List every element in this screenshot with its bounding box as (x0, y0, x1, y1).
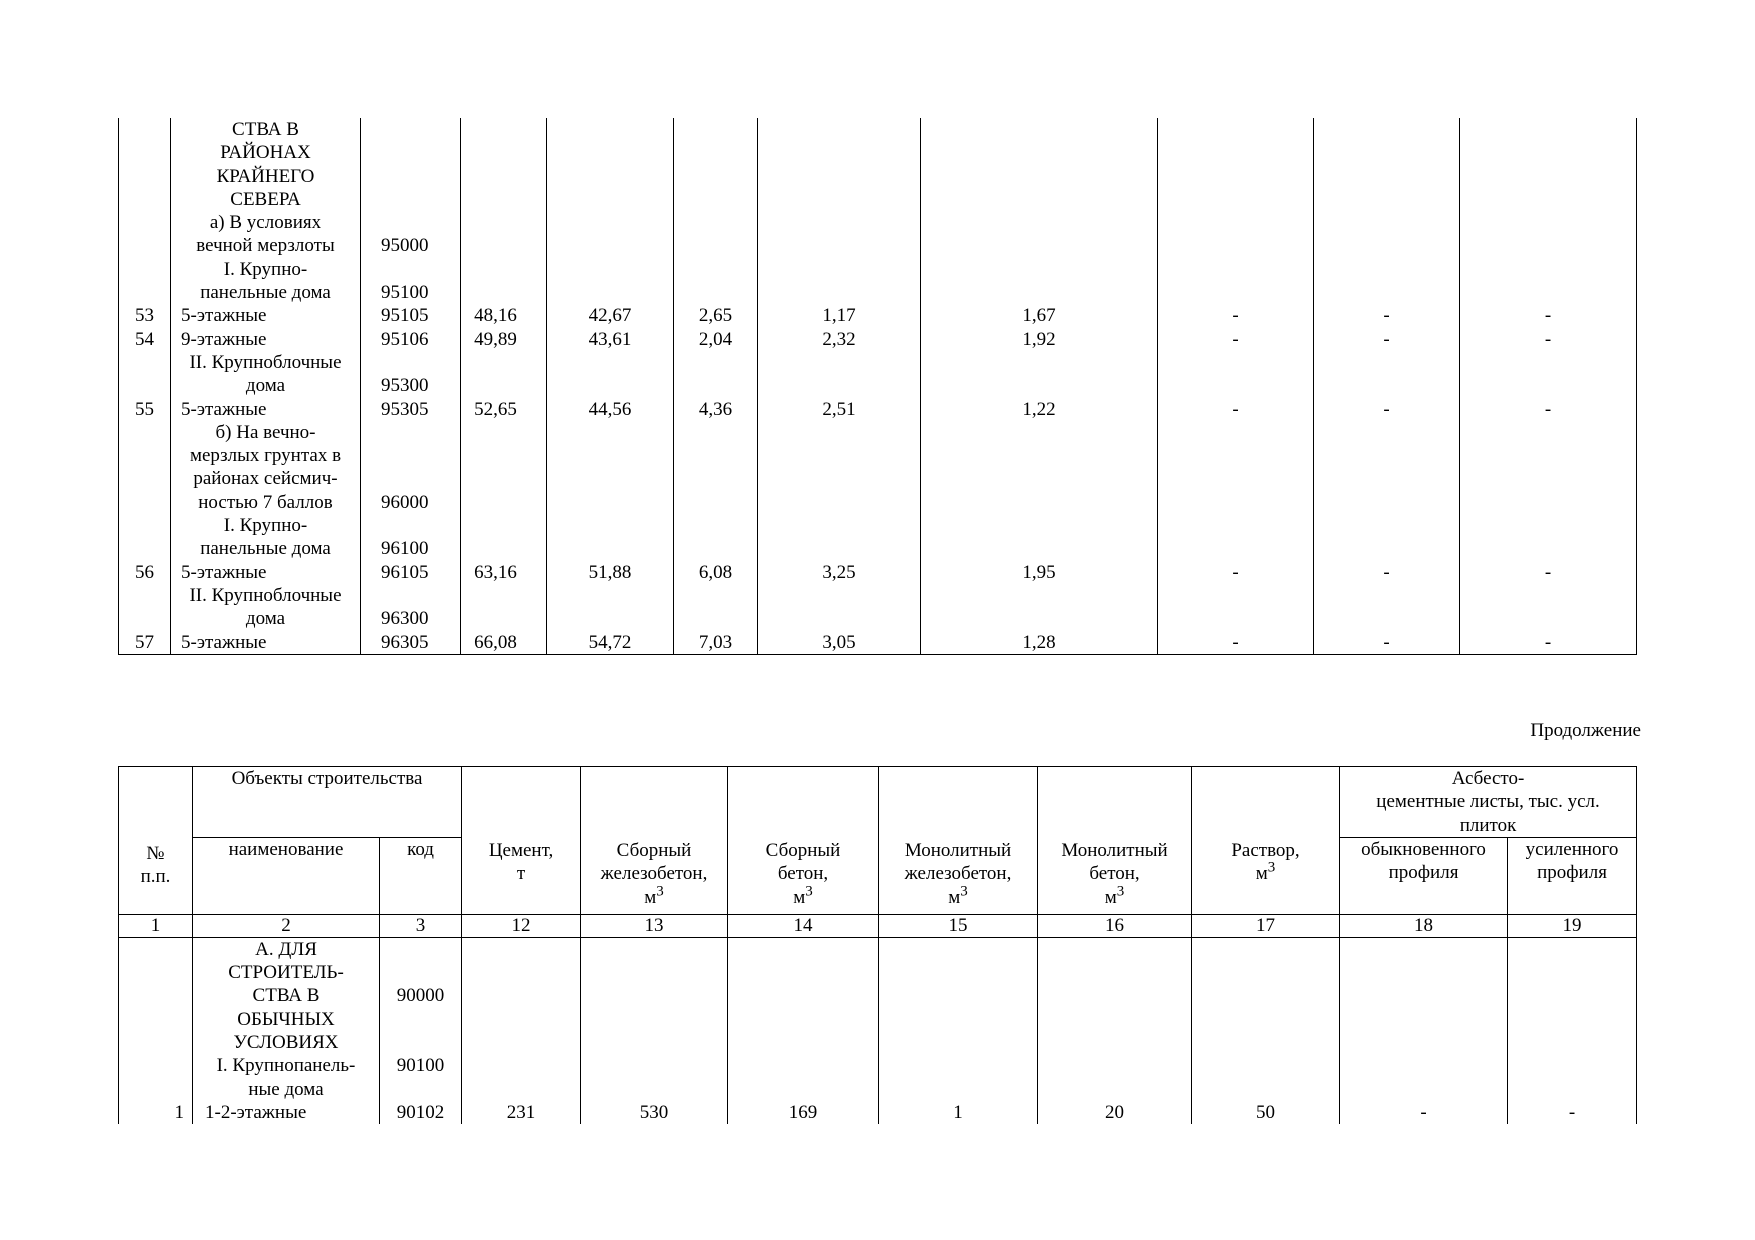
row-value (1314, 421, 1460, 514)
row-code: 90102 (380, 1101, 462, 1124)
row-value: 2,04 (674, 328, 758, 351)
column-number: 13 (581, 914, 728, 937)
row-number (119, 514, 171, 561)
row-value (547, 351, 674, 398)
row-value: 63,16 (461, 561, 547, 584)
column-number: 17 (1192, 914, 1340, 937)
row-value (1314, 584, 1460, 631)
row-code: 96300 (361, 584, 461, 631)
column-numbers-row (119, 914, 1637, 937)
row-code: 95100 (361, 258, 461, 305)
row-value: 1,22 (921, 398, 1158, 421)
row-name: СТВА В РАЙОНАХ КРАЙНЕГО СЕВЕРА а) В условиях вечной мерзлоты (171, 118, 361, 258)
header-row-1 (119, 767, 1637, 838)
row-value: 54,72 (547, 631, 674, 655)
row-value (1314, 118, 1460, 258)
column-number: 18 (1340, 914, 1508, 937)
table-row (119, 421, 1637, 514)
row-value (1460, 421, 1637, 514)
table-row (119, 561, 1637, 584)
row-value (674, 118, 758, 258)
row-code: 95105 (361, 304, 461, 327)
row-value: 50 (1192, 1101, 1340, 1124)
row-value (1192, 1054, 1340, 1101)
row-value (1314, 514, 1460, 561)
row-value: 49,89 (461, 328, 547, 351)
row-value (1460, 118, 1637, 258)
table-row (119, 1101, 1637, 1124)
row-value: - (1508, 1101, 1637, 1124)
row-code: 96105 (361, 561, 461, 584)
row-value (1192, 937, 1340, 1054)
row-number: 57 (119, 631, 171, 655)
row-value (581, 1054, 728, 1101)
row-value: 43,61 (547, 328, 674, 351)
row-value (674, 584, 758, 631)
row-value (758, 351, 921, 398)
table-row (119, 631, 1637, 655)
row-name: 9-этажные (171, 328, 361, 351)
row-value (1158, 421, 1314, 514)
row-number (119, 1054, 193, 1101)
row-name: I. Крупно- панельные дома (171, 514, 361, 561)
row-value (1314, 258, 1460, 305)
row-value: 2,32 (758, 328, 921, 351)
column-number: 1 (119, 914, 193, 937)
row-value: 231 (462, 1101, 581, 1124)
row-number (119, 421, 171, 514)
row-value (674, 258, 758, 305)
row-value (879, 1054, 1038, 1101)
row-value (1158, 514, 1314, 561)
row-value (921, 258, 1158, 305)
row-value (674, 514, 758, 561)
row-value (461, 118, 547, 258)
row-value (879, 937, 1038, 1054)
row-value (1038, 937, 1192, 1054)
row-value (461, 258, 547, 305)
row-value: 52,65 (461, 398, 547, 421)
row-value (1460, 258, 1637, 305)
row-value: 3,05 (758, 631, 921, 655)
row-value (1460, 514, 1637, 561)
row-value: - (1158, 631, 1314, 655)
row-code: 95000 (361, 118, 461, 258)
row-value (461, 351, 547, 398)
column-number: 19 (1508, 914, 1637, 937)
row-value: - (1460, 398, 1637, 421)
row-number: 1 (119, 1101, 193, 1124)
header-asbestos: Асбесто- цементные листы, тыс. усл. плиток (1340, 767, 1637, 838)
row-value: - (1158, 304, 1314, 327)
row-name: I. Крупнопанель- ные дома (193, 1054, 380, 1101)
column-number: 12 (462, 914, 581, 937)
row-number (119, 258, 171, 305)
row-value: 2,51 (758, 398, 921, 421)
row-value (728, 937, 879, 1054)
row-value (1158, 118, 1314, 258)
header-monolithic-rc: Монолитный железобетон, $м^3$ (879, 767, 1038, 915)
row-value (1340, 937, 1508, 1054)
header-monolithic-concrete: Монолитный бетон, $м^3$ (1038, 767, 1192, 915)
row-name: 5-этажные (171, 398, 361, 421)
row-code: 95305 (361, 398, 461, 421)
row-value: 1,67 (921, 304, 1158, 327)
row-value (1508, 937, 1637, 1054)
row-value (1460, 584, 1637, 631)
row-value: 51,88 (547, 561, 674, 584)
row-value: 3,25 (758, 561, 921, 584)
row-value (758, 584, 921, 631)
row-code: 95300 (361, 351, 461, 398)
column-number: 3 (380, 914, 462, 937)
table-row (119, 304, 1637, 327)
row-value (461, 421, 547, 514)
row-name: 5-этажные (171, 561, 361, 584)
row-name: II. Крупноблочные дома (171, 351, 361, 398)
row-value: 1,17 (758, 304, 921, 327)
row-value: - (1460, 328, 1637, 351)
header-ordinary-profile: обыкновенного профиля (1340, 837, 1508, 914)
row-value: - (1314, 398, 1460, 421)
row-value: 7,03 (674, 631, 758, 655)
row-value (461, 584, 547, 631)
row-value (921, 584, 1158, 631)
header-objects: Объекты строительства (193, 767, 462, 838)
row-value (1158, 584, 1314, 631)
column-number: 14 (728, 914, 879, 937)
table-row (119, 351, 1637, 398)
row-value (1314, 351, 1460, 398)
row-name: II. Крупноблочные дома (171, 584, 361, 631)
row-value: 530 (581, 1101, 728, 1124)
header-cement: Цемент, т (462, 767, 581, 915)
row-code: 96305 (361, 631, 461, 655)
table-row (119, 514, 1637, 561)
row-value (1460, 351, 1637, 398)
row-value (462, 1054, 581, 1101)
row-value: 2,65 (674, 304, 758, 327)
row-value (921, 118, 1158, 258)
row-value: 1,95 (921, 561, 1158, 584)
row-name: 5-этажные (171, 304, 361, 327)
column-number: 16 (1038, 914, 1192, 937)
header-name: наименование (193, 837, 380, 914)
row-value (921, 351, 1158, 398)
column-number: 2 (193, 914, 380, 937)
table-row (119, 258, 1637, 305)
row-value: - (1158, 561, 1314, 584)
row-value (547, 258, 674, 305)
row-code: 90100 (380, 1054, 462, 1101)
row-value (581, 937, 728, 1054)
row-value: 169 (728, 1101, 879, 1124)
row-value (1340, 1054, 1508, 1101)
header-precast-concrete: Сборный бетон, $м^3$ (728, 767, 879, 915)
row-number: 53 (119, 304, 171, 327)
row-value (547, 514, 674, 561)
row-value: - (1340, 1101, 1508, 1124)
row-value (1038, 1054, 1192, 1101)
row-value (547, 421, 674, 514)
row-value (674, 351, 758, 398)
row-name: I. Крупно- панельные дома (171, 258, 361, 305)
table-row (119, 584, 1637, 631)
row-value: 1,28 (921, 631, 1158, 655)
row-name: б) На вечно- мерзлых грунтах в районах сейсмич- ностью 7 баллов (171, 421, 361, 514)
row-value (462, 937, 581, 1054)
row-code: 96100 (361, 514, 461, 561)
column-number: 15 (879, 914, 1038, 937)
row-value: - (1158, 398, 1314, 421)
row-number: 56 (119, 561, 171, 584)
row-value (1508, 1054, 1637, 1101)
row-value: 66,08 (461, 631, 547, 655)
row-value: - (1460, 561, 1637, 584)
row-value (758, 118, 921, 258)
row-value (461, 514, 547, 561)
row-value (728, 1054, 879, 1101)
row-value: 4,36 (674, 398, 758, 421)
row-value: 48,16 (461, 304, 547, 327)
materials-table-continuation (118, 766, 1637, 1124)
row-value (921, 514, 1158, 561)
row-name: 1-2-этажные (193, 1101, 380, 1124)
row-number: 55 (119, 398, 171, 421)
row-value (547, 118, 674, 258)
header-reinforced-profile: усиленного профиля (1508, 837, 1637, 914)
table-row (119, 328, 1637, 351)
header-precast-rc: Сборный железобетон, $м^3$ (581, 767, 728, 915)
row-value (674, 421, 758, 514)
row-value: 6,08 (674, 561, 758, 584)
row-number: 54 (119, 328, 171, 351)
row-value: 1 (879, 1101, 1038, 1124)
row-value (1158, 351, 1314, 398)
table-row (119, 937, 1637, 1054)
row-name: 5-этажные (171, 631, 361, 655)
row-value (758, 421, 921, 514)
row-value: 44,56 (547, 398, 674, 421)
row-value: 20 (1038, 1101, 1192, 1124)
row-value: 42,67 (547, 304, 674, 327)
row-value (1158, 258, 1314, 305)
header-code: код (380, 837, 462, 914)
row-value (758, 514, 921, 561)
row-value: - (1314, 631, 1460, 655)
row-value (547, 584, 674, 631)
row-number (119, 937, 193, 1054)
row-value (921, 421, 1158, 514)
row-value: - (1314, 304, 1460, 327)
row-value: - (1460, 304, 1637, 327)
header-num: № п.п. (119, 767, 193, 915)
continuation-label: Продолжение (1530, 720, 1641, 741)
row-code: 96000 (361, 421, 461, 514)
row-value: - (1460, 631, 1637, 655)
row-code: 95106 (361, 328, 461, 351)
row-code: 90000 (380, 937, 462, 1054)
table-row (119, 1054, 1637, 1101)
row-name: А. ДЛЯ СТРОИТЕЛЬ- СТВА В ОБЫЧНЫХ УСЛОВИЯХ (193, 937, 380, 1054)
row-value: 1,92 (921, 328, 1158, 351)
table-row (119, 398, 1637, 421)
row-number (119, 351, 171, 398)
row-value: - (1314, 561, 1460, 584)
row-value (758, 258, 921, 305)
row-number (119, 118, 171, 258)
table-row (119, 118, 1637, 258)
row-value: - (1314, 328, 1460, 351)
header-mortar: Раствор, $м^3$ (1192, 767, 1340, 915)
row-number (119, 584, 171, 631)
materials-table-top (118, 118, 1637, 655)
row-value: - (1158, 328, 1314, 351)
